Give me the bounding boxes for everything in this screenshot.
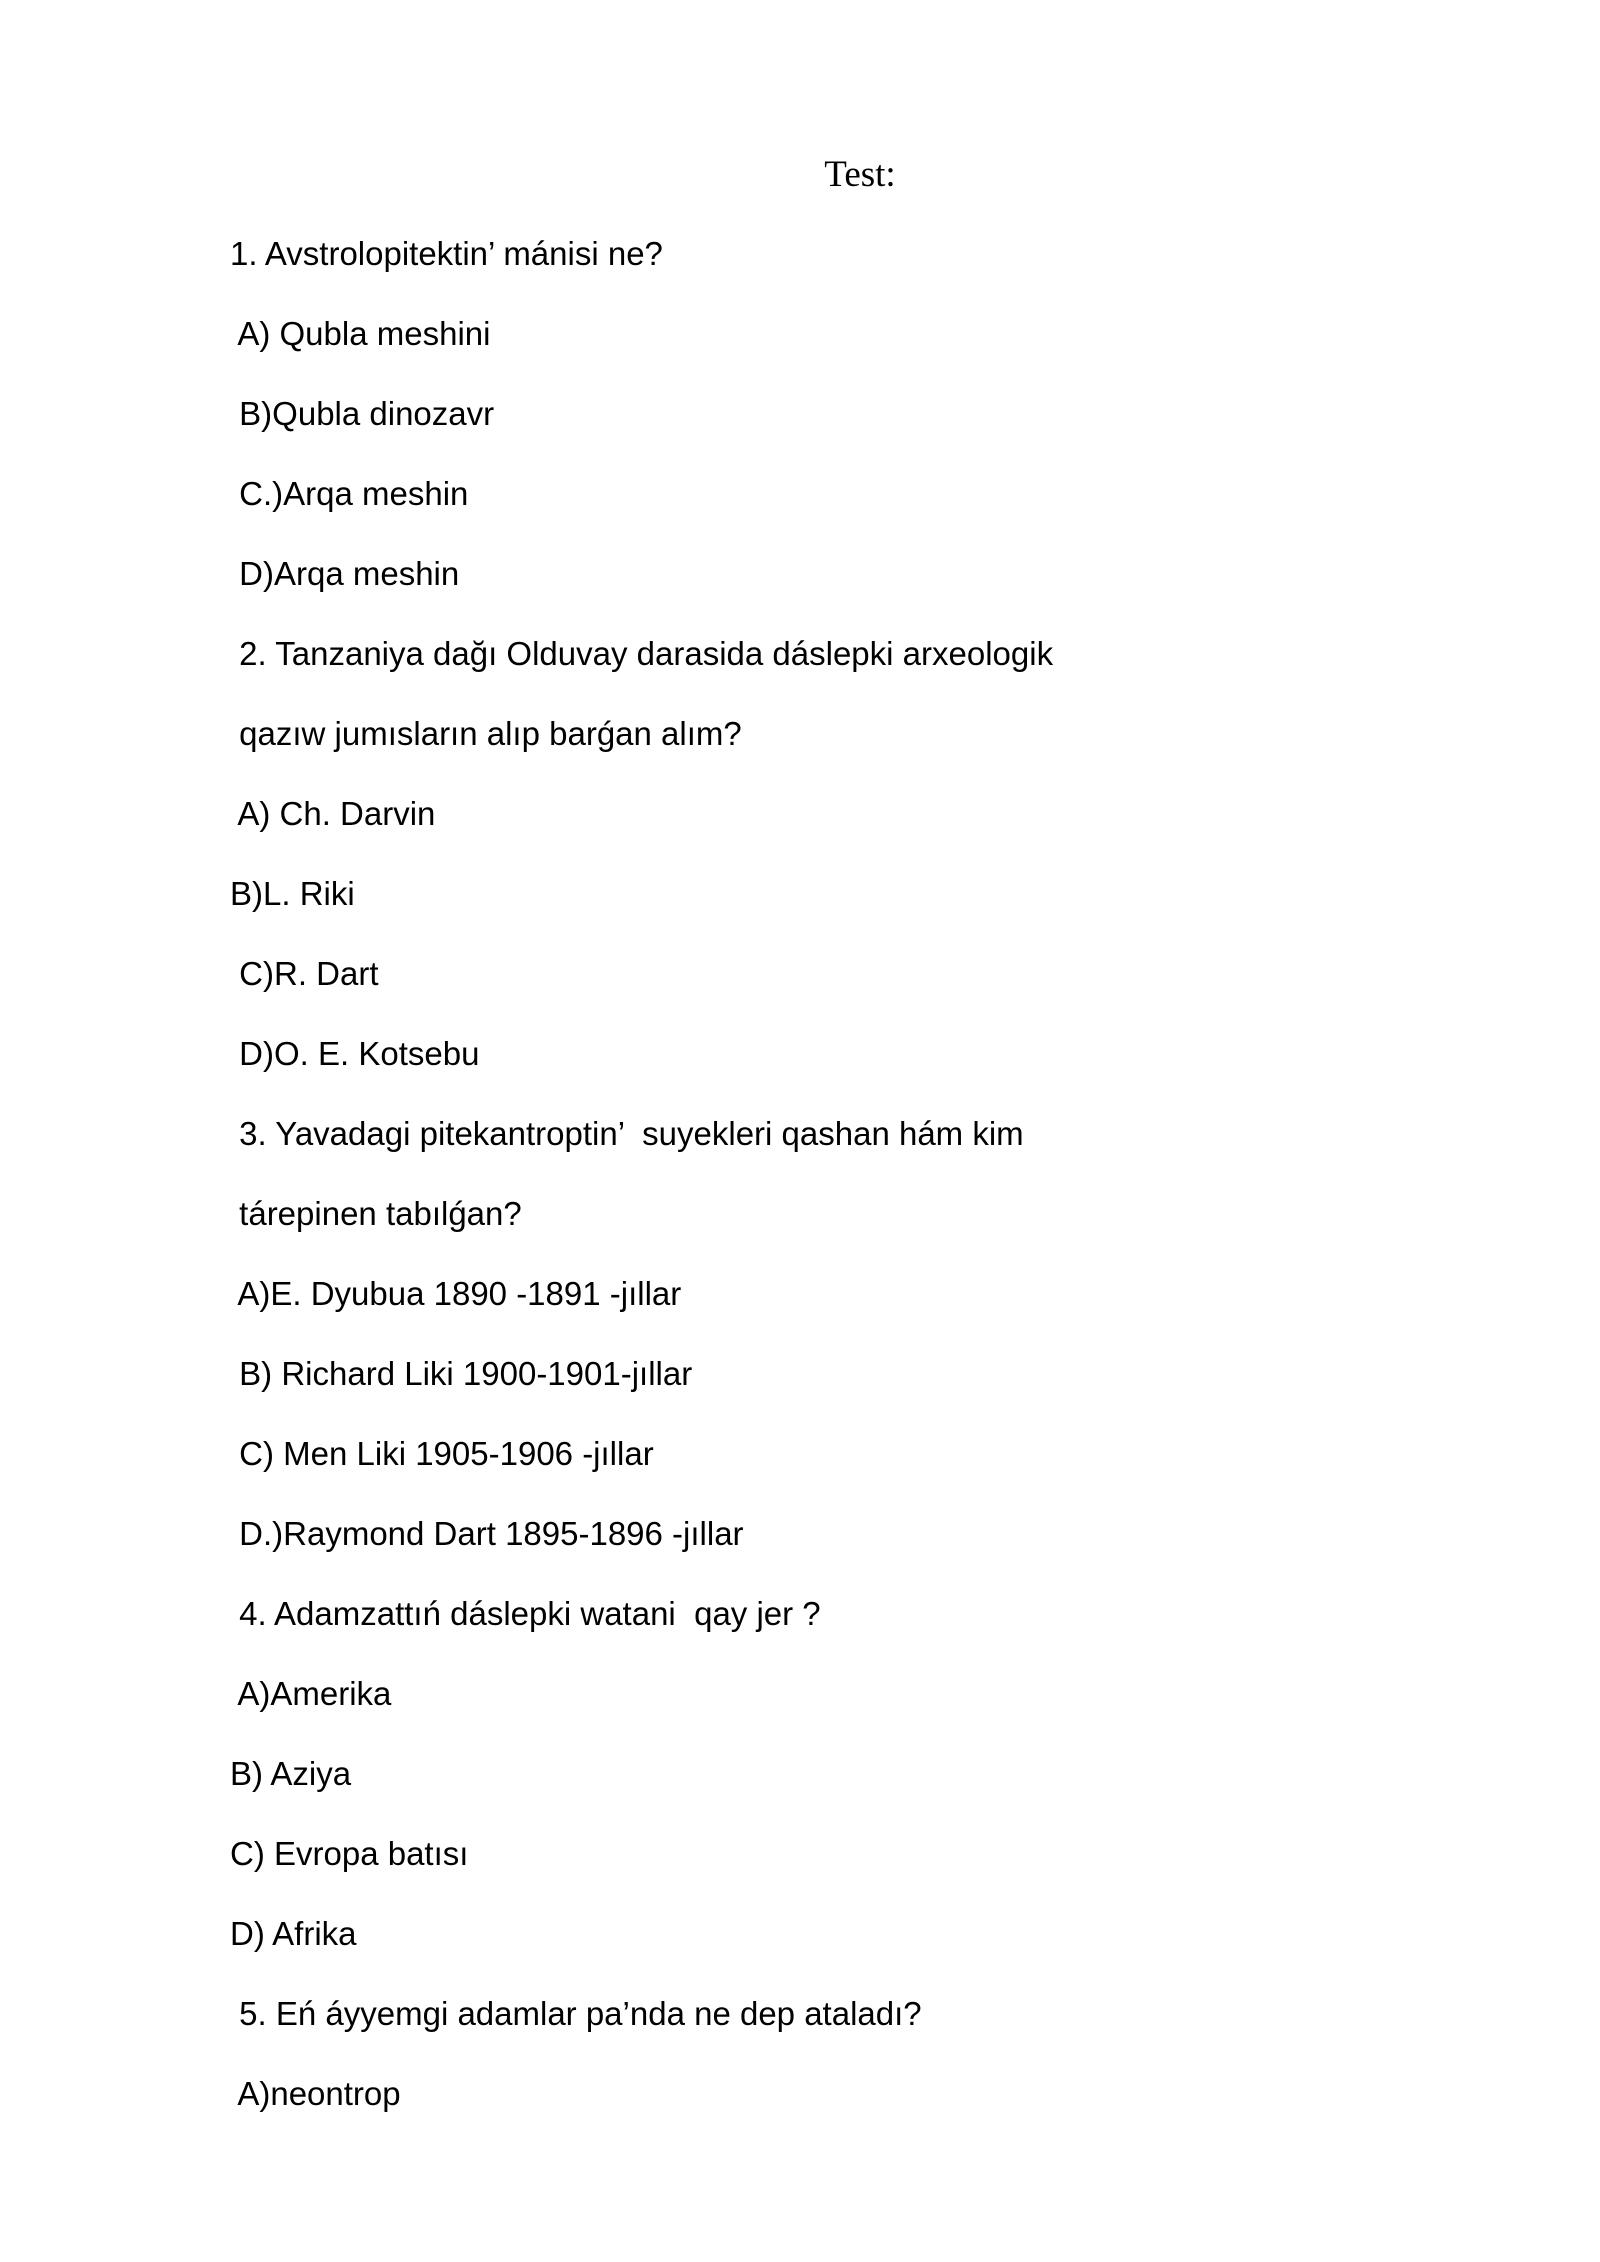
question-1: 1. Avstrolopitektin’ mánisi ne? (230, 235, 663, 272)
answer-option: B) Richard Liki 1900-1901-jıllar (230, 1355, 693, 1392)
question-2-continuation: qazıw jumısların alıp barǵan alım? (230, 715, 742, 752)
answer-option: A) Ch. Darvin (230, 795, 436, 832)
answer-option: C) Men Liki 1905-1906 -jıllar (230, 1435, 654, 1472)
answer-option: C) Evropa batısı (230, 1835, 469, 1872)
question-5: 5. Eń áyyemgi adamlar pa’nda ne dep ataladı? (230, 1995, 922, 2032)
answer-option: D.)Raymond Dart 1895-1896 -jıllar (230, 1515, 744, 1552)
answer-option: A)E. Dyubua 1890 -1891 -jıllar (230, 1275, 682, 1312)
answer-option: B)L. Riki (230, 875, 355, 912)
answer-option: A)neontrop (230, 2075, 401, 2112)
answer-option: C.)Arqa meshin (230, 475, 469, 512)
answer-option: A)Amerika (230, 1675, 392, 1712)
answer-option: B)Qubla dinozavr (230, 395, 495, 432)
answer-option: A) Qubla meshini (230, 315, 491, 352)
answer-option: D)O. E. Kotsebu (230, 1035, 480, 1072)
answer-option: C)R. Dart (230, 955, 379, 992)
question-4: 4. Adamzattıń dáslepki watani qay jer ? (230, 1595, 821, 1632)
page-title: Test: (824, 154, 896, 195)
question-3-continuation: tárepinen tabılǵan? (230, 1195, 522, 1232)
answer-option: D) Afrika (230, 1915, 357, 1952)
question-3: 3. Yavadagi pitekantroptin’ suyekleri qashan hám kim (230, 1115, 1024, 1152)
answer-option: D)Arqa meshin (230, 555, 460, 592)
question-2: 2. Tanzaniya dağı Olduvay darasida dáslepki arxeologik (230, 635, 1054, 672)
answer-option: B) Aziya (230, 1755, 352, 1792)
